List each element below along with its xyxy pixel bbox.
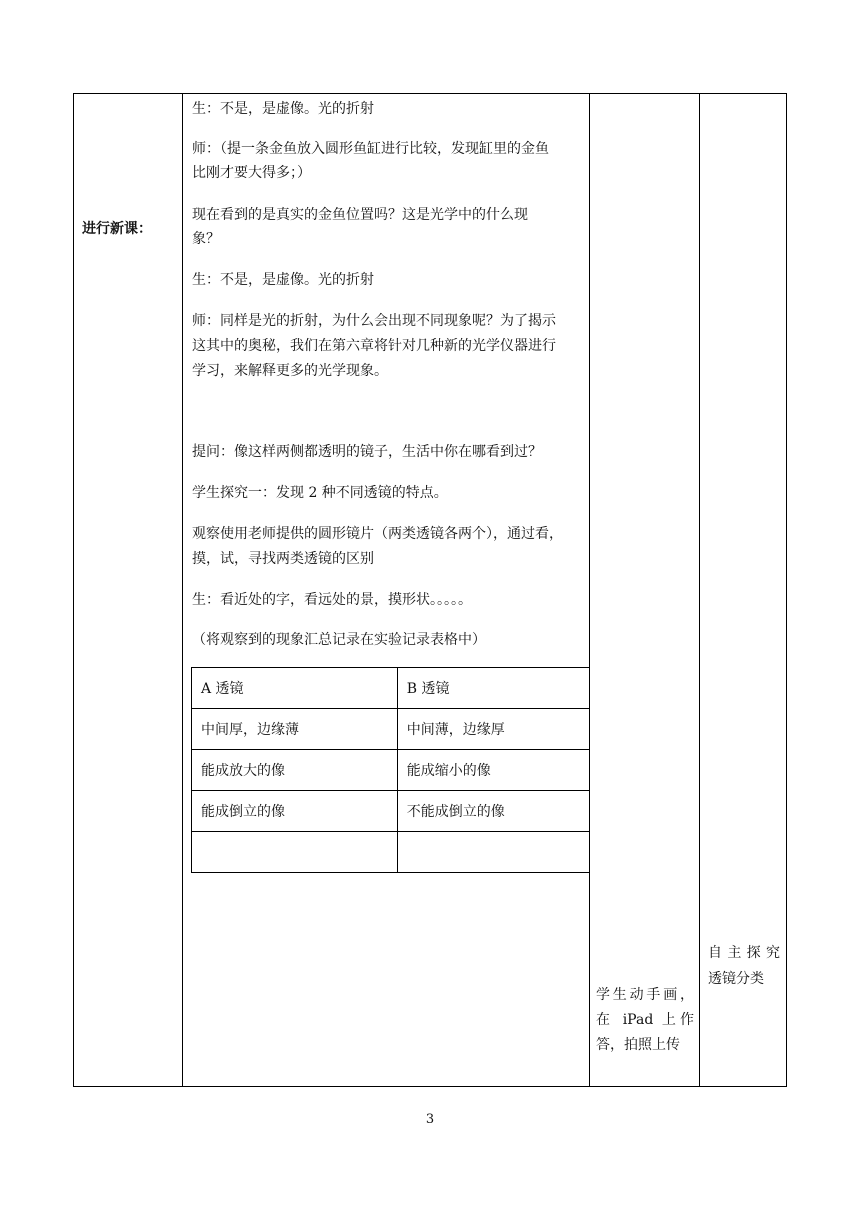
note-line: 自主探究 xyxy=(708,945,780,961)
content-line: 比刚才要大得多；） xyxy=(192,165,311,181)
content-line: 生：不是，是虚像。光的折射 xyxy=(192,101,374,117)
note-line: 学生动手画， xyxy=(596,987,694,1003)
content-line: 师：（提一条金鱼放入圆形鱼缸进行比较，发现缸里的金鱼 xyxy=(192,141,549,157)
table-cell xyxy=(192,832,398,873)
table-row xyxy=(192,750,591,791)
table-cell xyxy=(397,832,590,873)
design-intent-note xyxy=(708,940,780,992)
column-divider-2 xyxy=(589,93,590,1087)
content-line: 象？ xyxy=(192,231,220,247)
note-line: 透镜分类 xyxy=(708,971,764,987)
content-line: 学生探究一：发现 2 种不同透镜的特点。 xyxy=(192,485,448,501)
content-line: 观察使用老师提供的圆形镜片（两类透镜各两个），通过看， xyxy=(192,526,563,542)
page-number: 3 xyxy=(425,1112,435,1127)
column-divider-3 xyxy=(699,93,700,1087)
table-row xyxy=(192,832,591,873)
content-line: 摸，试，寻找两类透镜的区别 xyxy=(192,551,374,567)
content-line: 学习，来解释更多的光学现象。 xyxy=(192,363,388,379)
lens-comparison-table xyxy=(191,667,590,873)
student-activity-note xyxy=(596,983,694,1058)
content-line: 师：同样是光的折射，为什么会出现不同现象呢？为了揭示 xyxy=(192,313,556,329)
table-cell: 中间厚，边缘薄 xyxy=(192,709,398,750)
table-row xyxy=(192,709,591,750)
table-cell: 能成放大的像 xyxy=(192,750,398,791)
content-line: 提问：像这样两侧都透明的镜子，生活中你在哪看到过？ xyxy=(192,444,542,460)
content-line: （将观察到的现象汇总记录在实验记录表格中） xyxy=(192,632,486,648)
column-divider-1 xyxy=(182,93,183,1087)
table-row xyxy=(192,791,591,832)
table-row xyxy=(192,668,591,709)
table-cell: A 透镜 xyxy=(192,668,398,709)
note-line: 在 iPad 上作 xyxy=(596,1012,694,1028)
table-cell: 能成缩小的像 xyxy=(397,750,590,791)
table-cell: B 透镜 xyxy=(397,668,590,709)
table-cell: 能成倒立的像 xyxy=(192,791,398,832)
row-label: 进行新课： xyxy=(82,221,152,237)
content-line: 生：不是，是虚像。光的折射 xyxy=(192,272,374,288)
table-cell: 中间薄，边缘厚 xyxy=(397,709,590,750)
note-line: 答，拍照上传 xyxy=(596,1037,680,1053)
content-line: 现在看到的是真实的金鱼位置吗？这是光学中的什么现 xyxy=(192,207,528,223)
table-cell: 不能成倒立的像 xyxy=(397,791,590,832)
content-line: 生：看近处的字，看远处的景，摸形状。。。。。 xyxy=(192,592,472,608)
content-line: 这其中的奥秘，我们在第六章将针对几种新的光学仪器进行 xyxy=(192,338,556,354)
